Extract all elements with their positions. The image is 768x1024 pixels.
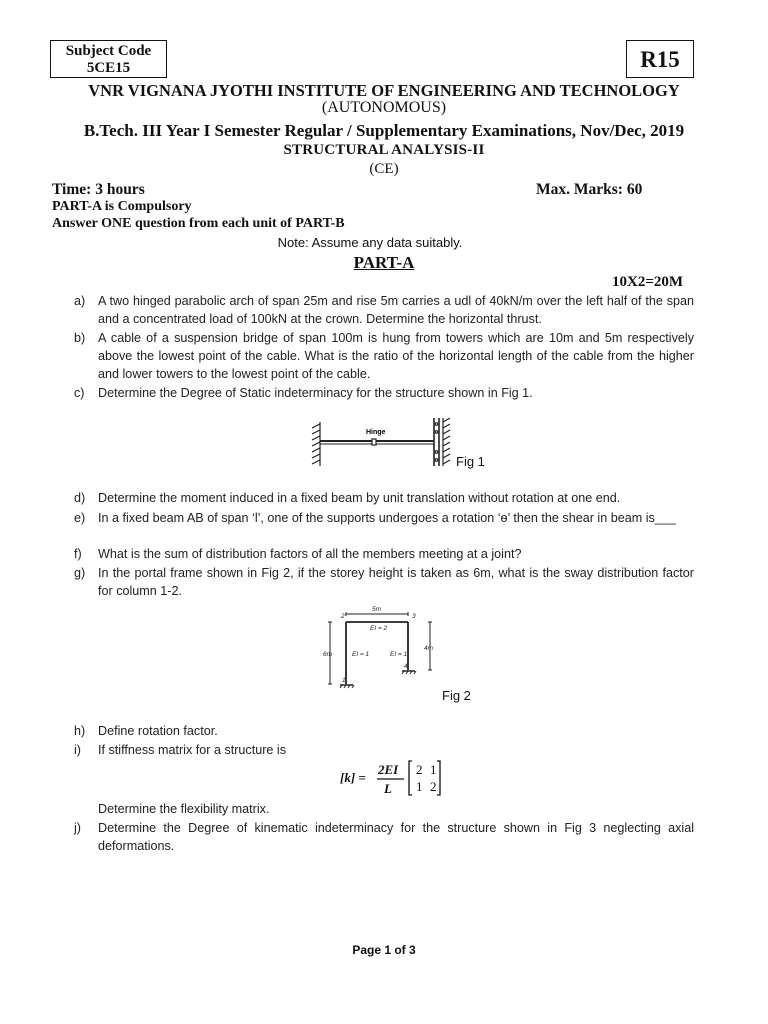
node-1-label: 1 [342,677,346,684]
subject-code-value: 5CE15 [86,60,131,76]
matrix-lhs: [k] = [340,770,366,785]
left-height-label: 6m [323,651,333,658]
question-i [74,741,694,759]
part-a-compulsory: PART-A is Compulsory [52,199,192,214]
question-text: Determine the Degree of Static indeterminacy for the structure shown in Fig 1. [98,386,533,400]
question-d [74,489,694,507]
page-footer: Page 1 of 3 [352,943,416,957]
autonomous-label: (AUTONOMOUS) [321,99,447,116]
hinge-label: Hinge [366,429,386,436]
right-col-ei-label: EI = 1 [390,651,408,658]
question-a [74,292,694,328]
question-label: h) [74,724,86,738]
part-a-marks: 10X2=20M [612,274,684,290]
question-text: A cable of a suspension bridge of span 100m is hung from towers which are 10m and 5m respectively above the lowest point of the cable. What is the ratio of the horizontal length of the cable from the higher and lower towers to the lowest point of the cable. [98,331,694,381]
exam-title: B.Tech. III Year I Semester Regular / Supplementary Examinations, Nov/Dec, 2019 [83,121,685,140]
beam-ei-label: EI = 2 [370,625,388,632]
stiffness-matrix [338,758,442,798]
institute-name: VNR VIGNANA JYOTHI INSTITUTE OF ENGINEERING AND TECHNOLOGY [88,81,680,100]
question-text: What is the sum of distribution factors of all the members meeting at a joint? [98,547,522,561]
matrix-r2c1: 1 [416,779,423,794]
question-text: If stiffness matrix for a structure is [98,743,287,757]
node-3-label: 3 [412,613,416,620]
max-marks-label: Max. Marks: 60 [536,181,643,198]
question-f [74,545,694,563]
question-text: Determine the moment induced in a fixed beam by unit translation without rotation at one end. [98,491,621,505]
question-label: a) [74,294,86,308]
question-label: f) [74,547,82,561]
branch-label: (CE) [369,161,399,177]
question-text: Determine the Degree of kinematic indeterminacy for the structure shown in Fig 3 neglecting axial deformations. [98,821,694,853]
question-g [74,564,694,600]
question-label: i) [74,743,81,757]
fig1-diagram [300,414,470,470]
question-label: d) [74,491,86,505]
question-text: Determine the flexibility matrix. [98,802,270,816]
answer-instruction: Answer ONE question from each unit of PART-B [52,216,345,231]
question-label: g) [74,566,86,580]
fig2-diagram [320,604,440,696]
subject-code-label: Subject Code [65,43,152,59]
question-label: e) [74,511,86,525]
regulation-code-box [626,40,694,78]
question-j [74,819,694,855]
question-e [74,509,694,527]
node-4-label: 4 [404,663,408,670]
question-label: b) [74,331,86,345]
question-label: j) [74,821,81,835]
subject-code-box [50,40,167,78]
question-text: In a fixed beam AB of span ‘l’, one of the supports undergoes a rotation ‘ѳ’ then the shear in beam is___ [98,511,676,525]
node-2-label: 2 [341,613,345,620]
matrix-coef-num: 2EI [378,762,399,777]
question-text: Define rotation factor. [98,724,218,738]
question-h [74,722,694,740]
question-b [74,329,694,383]
matrix-r2c2: 2 [430,779,437,794]
part-a-title: PART-A [353,253,415,272]
fig2-caption: Fig 2 [442,688,471,703]
right-height-label: 4m [424,645,434,652]
matrix-r1c2: 1 [430,762,437,777]
span-label: 5m [372,606,382,613]
regulation-code: R15 [640,47,680,72]
question-c [74,384,694,402]
fig1-caption: Fig 1 [456,454,485,469]
question-text: In the portal frame shown in Fig 2, if the storey height is taken as 6m, what is the sway distribution factor for column 1-2. [98,566,694,598]
note: Note: Assume any data suitably. [277,235,463,250]
subject-name: STRUCTURAL ANALYSIS-II [283,142,485,158]
question-text: A two hinged parabolic arch of span 25m and rise 5m carries a udl of 40kN/m over the left half of the span and a concentrated load of 100kN at the crown. Determine the horizontal thrust. [98,294,694,326]
question-i-cont [74,800,694,818]
question-label: c) [74,386,85,400]
matrix-coef-den: L [384,781,392,796]
matrix-r1c1: 2 [416,762,423,777]
left-col-ei-label: EI = 1 [352,651,370,658]
time-label: Time: 3 hours [52,181,145,198]
